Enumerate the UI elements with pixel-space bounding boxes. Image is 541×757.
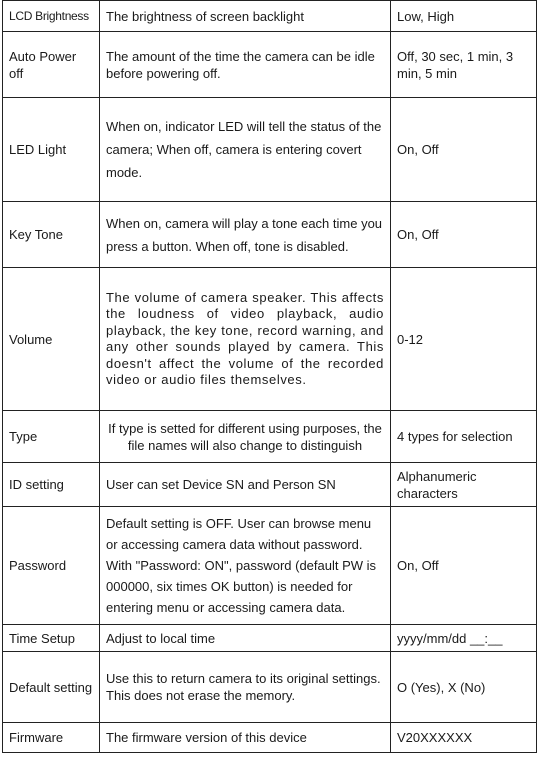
table-row-led-light: [3, 98, 537, 202]
setting-name: Key Tone: [3, 202, 100, 268]
setting-name: Firmware: [3, 723, 100, 753]
setting-options: V20XXXXXX: [391, 723, 537, 753]
setting-name: LED Light: [3, 98, 100, 202]
settings-table: [2, 0, 537, 753]
setting-options: Low, High: [391, 1, 537, 32]
setting-options: 4 types for selection: [391, 411, 537, 463]
setting-description: The volume of camera speaker. This affects the loudness of video playback, audio playback, the key tone, record warning, and any other sounds played by camera. This doesn't affect the volume of the recorded video or audio files themselves.: [100, 268, 391, 411]
setting-description: Use this to return camera to its original settings. This does not erase the memory.: [100, 652, 391, 723]
setting-description: When on, camera will play a tone each time you press a button. When off, tone is disabled.: [100, 202, 391, 268]
setting-description: When on, indicator LED will tell the status of the camera; When off, camera is entering covert mode.: [100, 98, 391, 202]
table-row-volume: [3, 268, 537, 411]
table-row-password: [3, 507, 537, 625]
setting-description: The brightness of screen backlight: [100, 1, 391, 32]
setting-name: Auto Power off: [3, 32, 100, 98]
setting-description: The firmware version of this device: [100, 723, 391, 753]
setting-options: On, Off: [391, 507, 537, 625]
setting-description: User can set Device SN and Person SN: [100, 463, 391, 507]
table-row-key-tone: [3, 202, 537, 268]
table-row-id-setting: [3, 463, 537, 507]
table-row-default-setting: [3, 652, 537, 723]
setting-description: The amount of the time the camera can be idle before powering off.: [100, 32, 391, 98]
setting-options: 0-12: [391, 268, 537, 411]
table-row-time-setup: [3, 625, 537, 652]
table-row-type: [3, 411, 537, 463]
setting-name: LCD Brightness: [3, 1, 100, 32]
table-row-firmware: [3, 723, 537, 753]
setting-options: On, Off: [391, 202, 537, 268]
setting-description: Adjust to local time: [100, 625, 391, 652]
setting-name: Password: [3, 507, 100, 625]
setting-options: On, Off: [391, 98, 537, 202]
setting-description: Default setting is OFF. User can browse menu or accessing camera data without password. With "Password: ON", password (default PW is 000000, six times OK button) is needed for entering menu or accessing camera data.: [100, 507, 391, 625]
setting-name: Default setting: [3, 652, 100, 723]
table-row-lcd-brightness: [3, 1, 537, 32]
setting-options: yyyy/mm/dd __:__: [391, 625, 537, 652]
setting-options: Alphanumeric characters: [391, 463, 537, 507]
setting-name: Volume: [3, 268, 100, 411]
setting-name: ID setting: [3, 463, 100, 507]
setting-options: O (Yes), X (No): [391, 652, 537, 723]
setting-options: Off, 30 sec, 1 min, 3 min, 5 min: [391, 32, 537, 98]
setting-description: If type is setted for different using purposes, the file names will also change to distinguish: [100, 411, 391, 463]
table-row-auto-power-off: [3, 32, 537, 98]
setting-name: Time Setup: [3, 625, 100, 652]
setting-name: Type: [3, 411, 100, 463]
